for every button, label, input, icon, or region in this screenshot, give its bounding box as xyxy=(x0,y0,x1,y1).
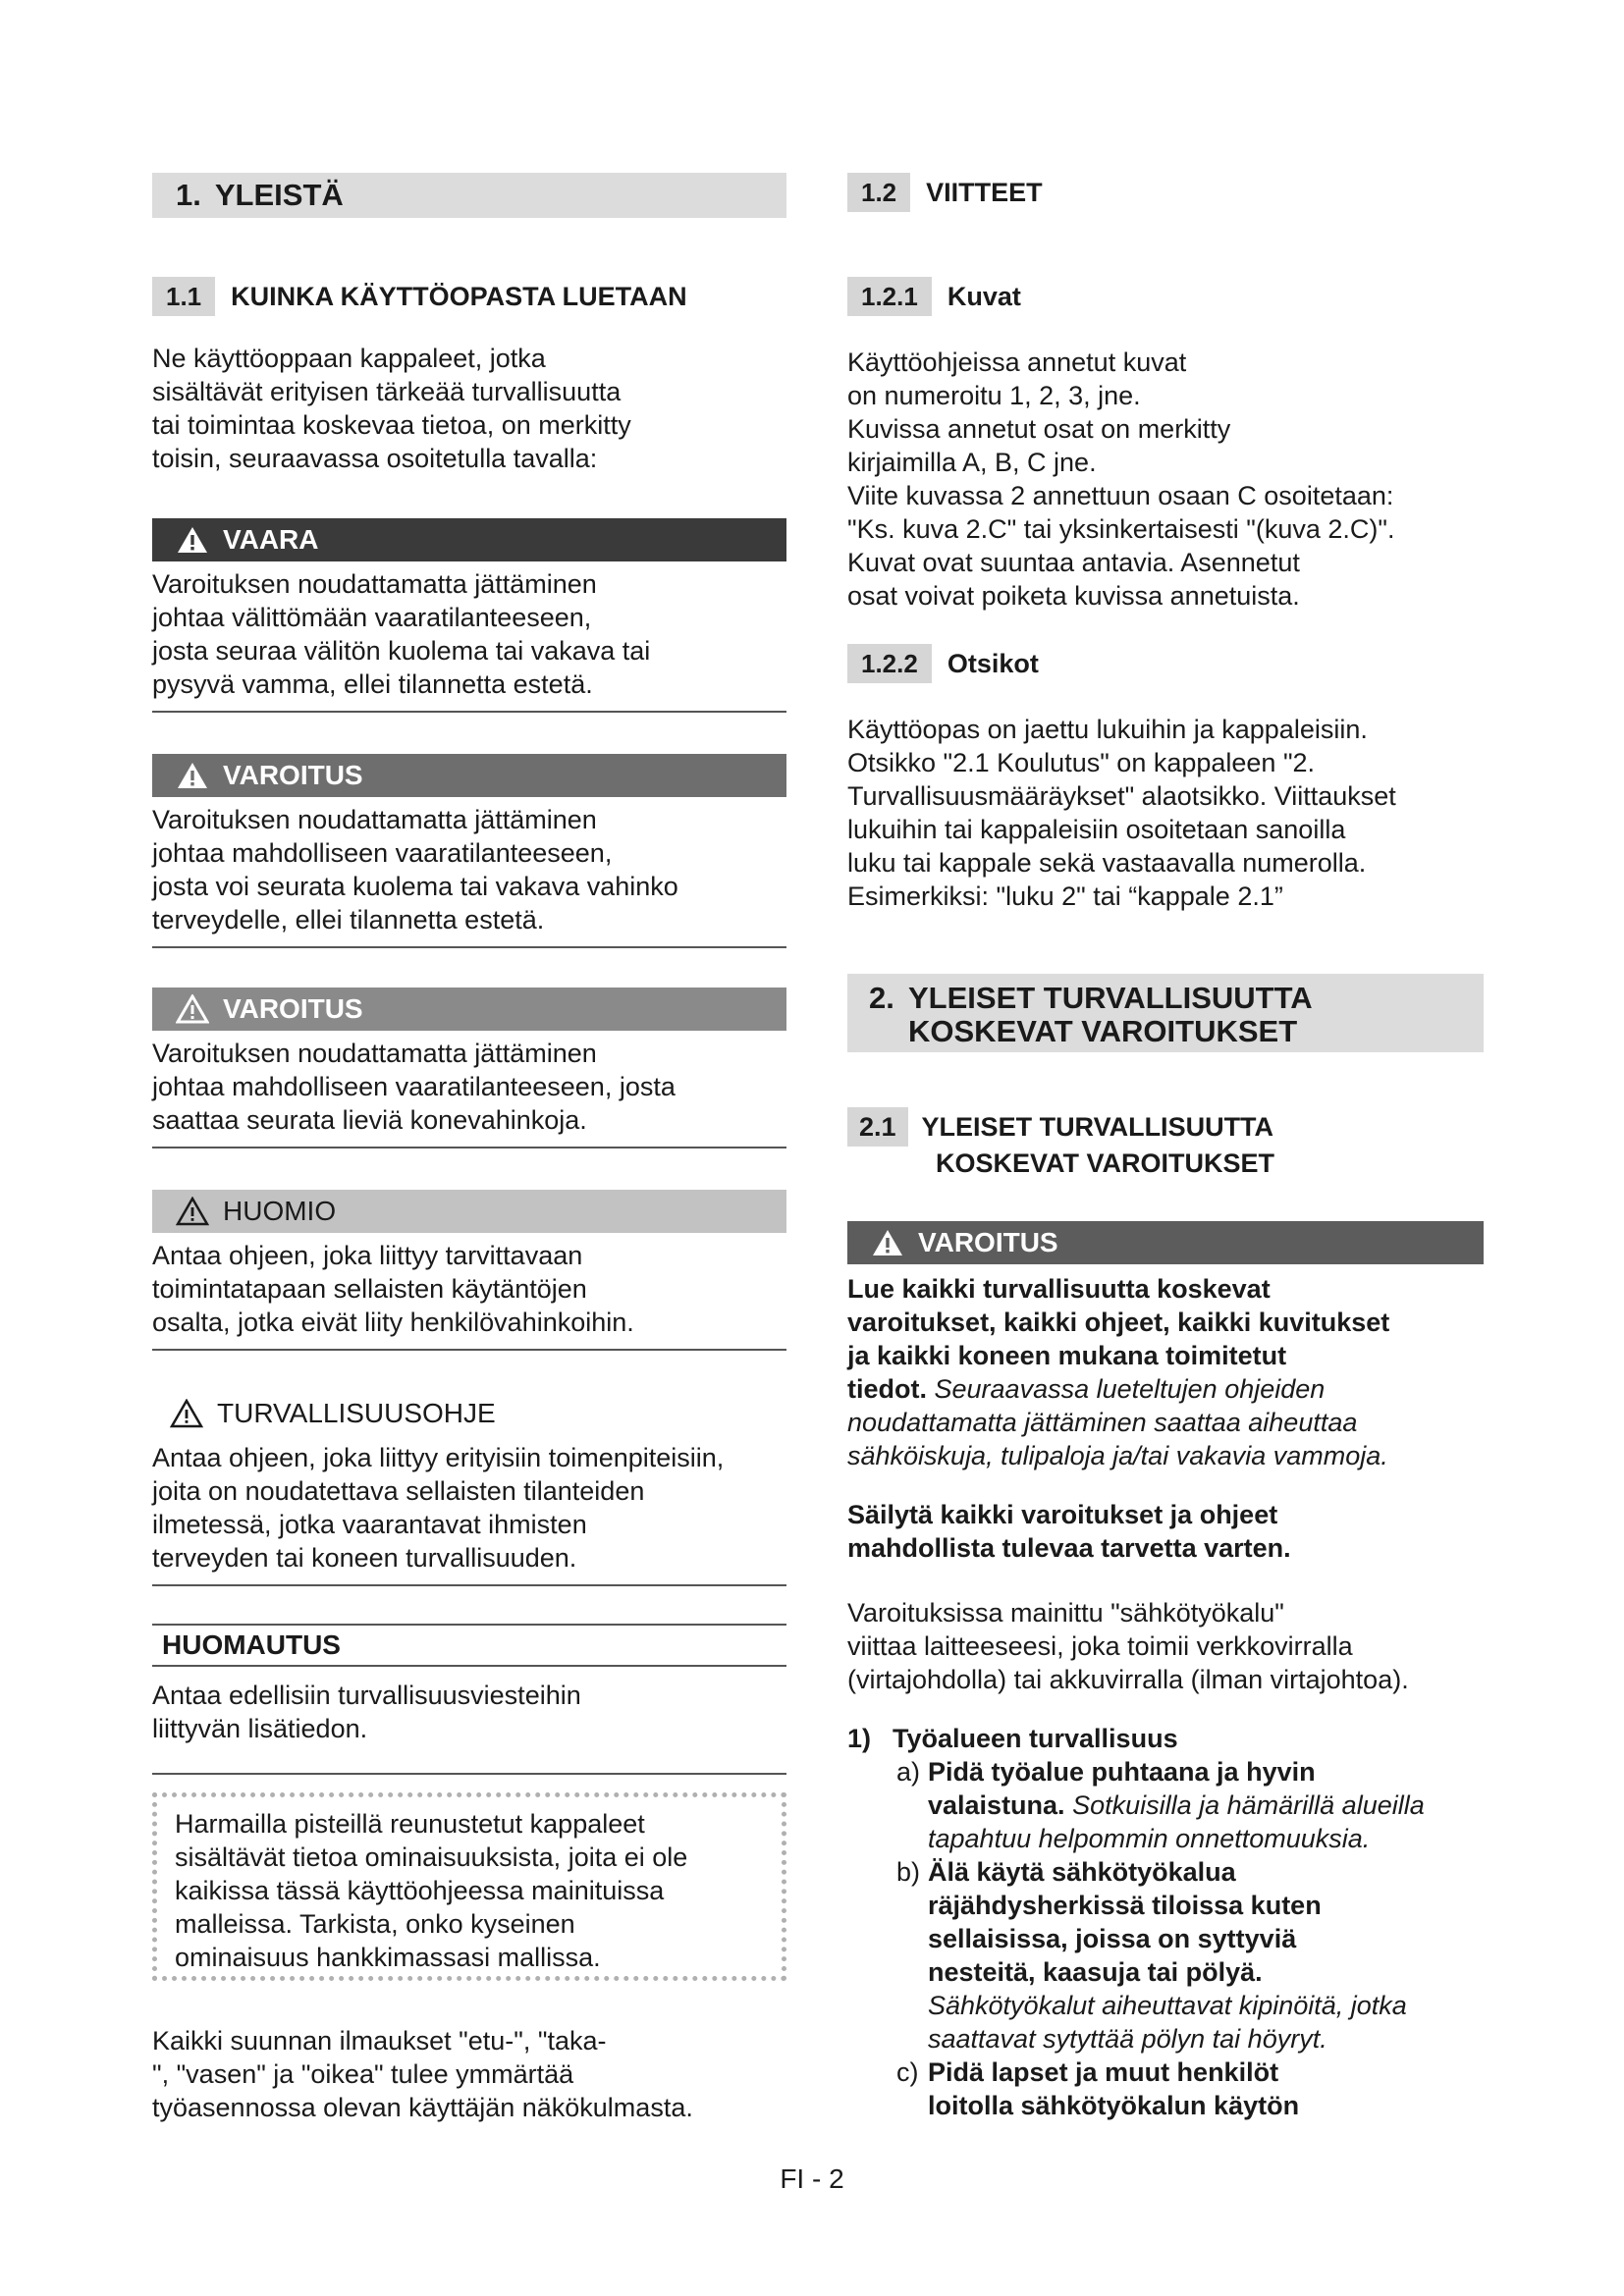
heading-number: 1.2 xyxy=(847,173,910,212)
text-line: mahdollista tulevaa tarvetta varten. xyxy=(847,1533,1291,1563)
text-line: johtaa välittömään vaaratilanteeseen, xyxy=(152,603,592,632)
text-line: toisin, seuraavassa osoitetulla tavalla: xyxy=(152,444,598,473)
heading-number: 1.1 xyxy=(152,277,215,316)
intro-paragraph xyxy=(152,342,786,475)
text-line: malleissa. Tarkista, onko kyseinen xyxy=(175,1909,575,1939)
text-line: Kuvissa annetut osat on merkitty xyxy=(847,414,1231,444)
text-line: sellaisissa, joissa on syttyviä xyxy=(928,1924,1297,1953)
heading-title: Otsikot xyxy=(947,648,1039,678)
heading-1-2-2 xyxy=(847,644,1484,683)
text-span: Sotkuisilla ja hämärillä alueilla xyxy=(1064,1790,1425,1820)
text-line: tai toimintaa koskevaa tietoa, on merkitty xyxy=(152,410,631,440)
heading-title-line: YLEISET TURVALLISUUTTA xyxy=(921,1112,1274,1142)
text-line: (virtajohdolla) tai akkuvirralla (ilman virtajohtoa). xyxy=(847,1665,1409,1694)
huomautus-label: HUOMAUTUS xyxy=(162,1629,341,1660)
text-line: Älä käytä sähkötyökalua xyxy=(928,1857,1236,1887)
heading-title: VIITTEET xyxy=(926,177,1043,207)
varoitus-label: VAROITUS xyxy=(918,1227,1058,1257)
directions-paragraph xyxy=(152,2024,786,2124)
sahkotyokalu-paragraph xyxy=(847,1596,1484,1696)
page-number: FI - 2 xyxy=(780,2163,844,2194)
text-line: johtaa mahdolliseen vaaratilanteeseen, josta xyxy=(152,1072,676,1101)
list-item-c xyxy=(896,2056,1484,2122)
turvallisuusohje-label: TURVALLISUUSOHJE xyxy=(217,1398,496,1428)
heading-number: 2.1 xyxy=(847,1107,908,1147)
heading-2 xyxy=(847,974,1484,1052)
varoitus-minor-text xyxy=(152,1037,786,1148)
heading-1-2 xyxy=(847,173,1484,212)
text-line: Antaa edellisiin turvallisuusviesteihin xyxy=(152,1681,581,1710)
text-line: varoitukset, kaikki ohjeet, kaikki kuvitukset xyxy=(847,1308,1390,1337)
heading-1-1 xyxy=(152,277,786,316)
text-line: ja kaikki koneen mukana toimitetut xyxy=(847,1341,1287,1370)
list-item-b xyxy=(896,1855,1484,2056)
text-line: ", "vasen" ja "oikea" tulee ymmärtää xyxy=(152,2059,574,2089)
heading-title: Kuvat xyxy=(947,281,1021,311)
text-line: ilmetessä, jotka vaarantavat ihmisten xyxy=(152,1510,587,1539)
huomio-bar xyxy=(152,1190,786,1233)
text-line: Harmailla pisteillä reunustetut kappaleet xyxy=(175,1809,645,1839)
text-line: sisältävät tietoa ominaisuuksista, joita ei ole xyxy=(175,1842,688,1872)
text-line: terveyden tai koneen turvallisuuden. xyxy=(152,1543,577,1573)
text-line: Lue kaikki turvallisuutta koskevat xyxy=(847,1274,1271,1304)
varoitus-label: VAROITUS xyxy=(223,760,363,790)
text-line: Pidä työalue puhtaana ja hyvin xyxy=(928,1757,1316,1787)
heading-title: KUINKA KÄYTTÖOPASTA LUETAAN xyxy=(231,281,687,311)
text-line: josta voi seurata kuolema tai vakava vahinko xyxy=(152,872,678,901)
text-line: Kuvat ovat suuntaa antavia. Asennetut xyxy=(847,548,1300,577)
heading-title-line: YLEISET TURVALLISUUTTA xyxy=(908,981,1313,1015)
text-line: on numeroitu 1, 2, 3, jne. xyxy=(847,381,1141,410)
text-line: Varoituksen noudattamatta jättäminen xyxy=(152,569,597,599)
text-line: pysyvä vamma, ellei tilannetta estetä. xyxy=(152,669,593,699)
vaara-bar xyxy=(152,518,786,561)
text-line: Esimerkiksi: "luku 2" tai “kappale 2.1” xyxy=(847,881,1283,911)
heading-2-1 xyxy=(847,1107,1484,1180)
heading-number: 1.2.2 xyxy=(847,644,932,683)
text-line: saattaa seurata lieviä konevahinkoja. xyxy=(152,1105,587,1135)
text-line: Käyttöopas on jaettu lukuihin ja kappaleisiin. xyxy=(847,715,1368,744)
text-line: joita on noudatettava sellaisten tilanteiden xyxy=(152,1476,645,1506)
text-line: sisältävät erityisen tärkeää turvallisuutta xyxy=(152,377,622,406)
tyoalueen-turvallisuus-list xyxy=(847,1722,1484,2122)
sailyta-paragraph xyxy=(847,1498,1484,1565)
warning-triangle-icon xyxy=(170,1399,203,1428)
text-line: Varoituksissa mainittu "sähkötyökalu" xyxy=(847,1598,1284,1628)
text-line: Antaa ohjeen, joka liittyy tarvittavaan xyxy=(152,1241,583,1270)
warning-triangle-icon xyxy=(871,1228,904,1257)
heading-title: YLEISTÄ xyxy=(214,178,344,212)
text-line: kaikissa tässä käyttöohjeessa mainituissa xyxy=(175,1876,665,1905)
varoitus-bar xyxy=(847,1221,1484,1264)
list-title: Työalueen turvallisuus xyxy=(893,1724,1178,1753)
text-line: Käyttöohjeissa annetut kuvat xyxy=(847,347,1187,377)
text-line: lukuihin tai kappaleisiin osoitetaan sanoilla xyxy=(847,815,1346,844)
huomio-text xyxy=(152,1239,786,1351)
warning-triangle-icon xyxy=(176,761,209,790)
text-line: viittaa laitteeseesi, joka toimii verkkovirralla xyxy=(847,1631,1353,1661)
turvallisuusohje-bar xyxy=(152,1392,786,1435)
text-line: Varoituksen noudattamatta jättäminen xyxy=(152,805,597,834)
text-line: noudattamatta jättäminen saattaa aiheuttaa xyxy=(847,1408,1358,1437)
text-line: Pidä lapset ja muut henkilöt xyxy=(928,2057,1279,2087)
text-span: valaistuna. xyxy=(928,1790,1065,1820)
heading-1-2-1 xyxy=(847,277,1484,316)
text-span: tiedot. xyxy=(847,1374,927,1404)
text-line: sähköiskuja, tulipaloja ja/tai vakavia vammoja. xyxy=(847,1441,1388,1470)
huomio-label: HUOMIO xyxy=(223,1196,337,1226)
list-marker: c) xyxy=(896,2057,919,2087)
text-line: terveydelle, ellei tilannetta estetä. xyxy=(152,905,545,934)
text-line: luku tai kappale sekä vastaavalla numerolla. xyxy=(847,848,1367,878)
text-line: osalta, jotka eivät liity henkilövahinkoihin. xyxy=(152,1308,634,1337)
varoitus-text xyxy=(152,803,786,948)
list-item-a xyxy=(896,1755,1484,1855)
varoitus-paragraph xyxy=(847,1272,1484,1472)
heading-1-yleista xyxy=(152,173,786,218)
text-line: kirjaimilla A, B, C jne. xyxy=(847,448,1097,477)
warning-triangle-icon xyxy=(176,1197,209,1226)
heading-number: 1. xyxy=(176,178,201,212)
optional-feature-box xyxy=(152,1792,786,1981)
text-line: loitolla sähkötyökalun käytön xyxy=(928,2091,1300,2120)
text-line: Otsikko "2.1 Koulutus" on kappaleen "2. xyxy=(847,748,1316,777)
heading-number: 2. xyxy=(869,981,894,1015)
huomautus-header xyxy=(152,1624,786,1667)
heading-title-line: KOSKEVAT VAROITUKSET xyxy=(908,1014,1298,1048)
turvallisuusohje-text xyxy=(152,1441,786,1586)
varoitus-label: VAROITUS xyxy=(223,993,363,1024)
text-line: Kaikki suunnan ilmaukset "etu-", "taka- xyxy=(152,2026,607,2056)
text-line: Viite kuvassa 2 annettuun osaan C osoitetaan: xyxy=(847,481,1394,510)
text-line: Antaa ohjeen, joka liittyy erityisiin toimenpiteisiin, xyxy=(152,1443,725,1472)
warning-triangle-icon xyxy=(176,994,209,1024)
text-line: Ne käyttöoppaan kappaleet, jotka xyxy=(152,344,546,373)
text-line: saattavat sytyttää pölyn tai höyryt. xyxy=(928,2024,1327,2054)
list-number: 1) xyxy=(847,1724,872,1753)
varoitus-minor-bar xyxy=(152,988,786,1031)
text-span: Seuraavassa lueteltujen ohjeiden xyxy=(927,1374,1326,1404)
heading-number: 1.2.1 xyxy=(847,277,932,316)
text-line: työasennossa olevan käyttäjän näkökulmasta. xyxy=(152,2093,693,2122)
vaara-label: VAARA xyxy=(223,524,319,555)
text-line: osat voivat poiketa kuvissa annetuista. xyxy=(847,581,1300,611)
text-line: liittyvän lisätiedon. xyxy=(152,1714,368,1743)
otsikot-paragraph xyxy=(847,713,1484,913)
text-line: nesteitä, kaasuja tai pölyä. xyxy=(928,1957,1263,1987)
text-line: ominaisuus hankkimassasi mallissa. xyxy=(175,1943,601,1972)
kuvat-paragraph xyxy=(847,346,1484,613)
heading-title-line: KOSKEVAT VAROITUKSET xyxy=(936,1148,1275,1178)
list-heading xyxy=(847,1722,1484,1755)
list-marker: a) xyxy=(896,1757,921,1787)
varoitus-bar xyxy=(152,754,786,797)
text-line: Varoituksen noudattamatta jättäminen xyxy=(152,1039,597,1068)
text-line: "Ks. kuva 2.C" tai yksinkertaisesti "(kuva 2.C)". xyxy=(847,514,1395,544)
text-line: räjähdysherkissä tiloissa kuten xyxy=(928,1891,1322,1920)
text-line: johtaa mahdolliseen vaaratilanteeseen, xyxy=(152,838,613,868)
text-line: Sähkötyökalut aiheuttavat kipinöitä, jotka xyxy=(928,1991,1407,2020)
list-marker: b) xyxy=(896,1857,921,1887)
vaara-text xyxy=(152,567,786,713)
warning-triangle-icon xyxy=(176,525,209,555)
text-line: toimintatapaan sellaisten käytäntöjen xyxy=(152,1274,587,1304)
huomautus-text xyxy=(152,1679,786,1775)
text-line: josta seuraa välitön kuolema tai vakava tai xyxy=(152,636,651,666)
text-line: Turvallisuusmääräykset" alaotsikko. Viittaukset xyxy=(847,781,1396,811)
text-line: Säilytä kaikki varoitukset ja ohjeet xyxy=(847,1500,1278,1529)
text-line: tapahtuu helpommin onnettomuuksia. xyxy=(928,1824,1371,1853)
